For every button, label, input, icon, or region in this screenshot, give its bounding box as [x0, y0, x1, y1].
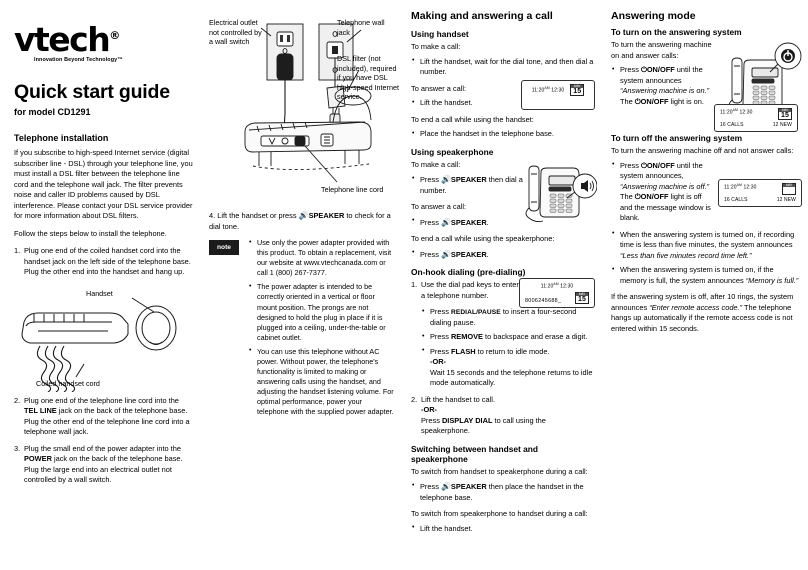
calendar-day-blank	[783, 187, 795, 194]
column-wiring	[205, 0, 405, 570]
text-turn-on-intro: To turn the answering machine on and answer calls:	[611, 40, 712, 60]
key-power: POWER	[24, 454, 52, 464]
list-item: • Lift the handset.	[411, 524, 595, 535]
figure-wall-outlet-base	[209, 10, 399, 210]
text-a: Press	[430, 346, 451, 356]
text-b: then place the handset in the telephone base.	[420, 482, 584, 502]
step-text: Use the dial pad keys to enter a telephone number.	[421, 280, 519, 300]
key-display-dial: DISPLAY DIAL	[441, 415, 493, 425]
text-c: Wait 15 seconds and the telephone returns to idle mode automatically.	[430, 367, 593, 388]
lcd-time-group	[541, 282, 573, 290]
speaker-icon: 🔊	[440, 217, 451, 227]
key-on-off: ON/OFF	[646, 65, 675, 75]
step-number: 1.	[411, 280, 418, 290]
list-item	[411, 249, 595, 261]
power-icon: ⏻	[634, 96, 641, 106]
logo-text: vtech	[14, 20, 110, 59]
list-item: • Lift the handset, wait for the dial tone, and then dial a number.	[411, 57, 595, 78]
lcd-calls-count: 16 CALLS	[724, 196, 748, 203]
section-heading-installation: Telephone installation	[14, 133, 109, 143]
text-a: When the answering system is turned on, if the memory is full, the system announces	[620, 265, 774, 285]
step-text-a: Plug one end of the telephone line cord into the	[24, 395, 179, 405]
text-switch-to-handset: To switch from speakerphone to handset during a call:	[411, 509, 588, 519]
calendar-icon	[778, 108, 792, 120]
key-on-off: ON/OFF	[640, 192, 669, 202]
key-on-off: ON/OFF	[640, 96, 669, 106]
installation-follow: Follow the steps below to install the telephone.	[14, 228, 167, 238]
text-c: The	[620, 96, 635, 106]
onhook-steps	[411, 280, 521, 301]
lcd-time-group	[532, 86, 564, 94]
subheading-on-hook-dialing: On-hook dialing (pre-dialing)	[411, 267, 526, 278]
list-item	[611, 265, 800, 286]
list-answering-notes	[611, 230, 800, 287]
lcd-time-right: 12:30	[743, 184, 757, 191]
step-text-b: jack on the back of the telephone base. Plug the other end of the telephone line cord into a telephone wall jack.	[24, 406, 190, 437]
speaker-icon: 🔊	[440, 175, 451, 185]
text-b: to insert a four-second dialing pause.	[430, 307, 577, 327]
lcd-time-group	[724, 183, 756, 191]
text-b: to call using the speakerphone.	[421, 415, 546, 436]
section-heading-answering-mode: Answering mode	[611, 10, 696, 22]
lcd-line-number	[525, 292, 589, 304]
note-item: • The power adapter is intended to be correctly oriented in a vertical or floor mount position. The prongs are not designed to hold the plug in place if it is plugged into a ceiling, under-the-table or cabinet outlet.	[248, 282, 395, 342]
text-switch-to-speaker: To switch from handset to speakerphone during a call:	[411, 466, 588, 476]
list-item	[611, 161, 715, 224]
calendar-day: 15	[781, 112, 789, 120]
text-b: The telephone hangs up automatically if the remote access code is not entered within 15 seconds.	[611, 302, 793, 333]
text-b: .	[486, 249, 489, 259]
list-switch-to-handset	[411, 524, 595, 535]
vtech-logo	[14, 20, 193, 63]
lcd-line-time	[720, 108, 792, 120]
list-item	[411, 217, 531, 229]
announcement-quote: “Answering machine is off.”	[620, 181, 710, 191]
lcd-time-left: 11:20	[724, 184, 737, 191]
key-flash: FLASH	[450, 346, 476, 356]
text-or: -OR-	[421, 405, 438, 415]
lcd-display-calls-off	[718, 179, 802, 207]
note-item: • You can use this telephone without AC power. Without power, the telephone's functionality is limited to making or answering calls using the handset, and adjusting the handset listening volume. For optimal performance, power your telephone with the supplied power adapter.	[248, 347, 395, 418]
step-4	[209, 210, 395, 232]
calendar-icon	[570, 84, 584, 96]
text-b: until the system announces	[620, 65, 703, 85]
power-icon: ⏻	[640, 160, 647, 170]
lcd-display-calls-on	[714, 104, 798, 132]
step-text-b: to check for a dial tone.	[209, 211, 391, 231]
handset-illustration	[14, 284, 194, 392]
subheading-switching: Switching between handset and speakerphone	[411, 443, 539, 464]
lcd-time-right: 12:30	[551, 87, 565, 94]
model-subtitle: for model CD1291	[14, 107, 91, 117]
text-a: When the answering system is turned on, if recording time is less than five minutes, the system announces	[620, 229, 795, 250]
lcd-calls-count: 16 CALLS	[720, 122, 744, 129]
column-installation	[0, 0, 205, 570]
subheading-using-handset: Using handset	[411, 29, 469, 39]
page-title: Quick start guide	[14, 81, 170, 103]
figure-handset-cord	[14, 284, 193, 392]
text-end-call: To end a call while using the handset:	[411, 114, 534, 124]
logo-tagline: Innovation Beyond Technology™	[34, 57, 123, 63]
note-list	[248, 238, 395, 417]
calendar-day: 15	[573, 87, 582, 95]
text-a: Press	[420, 249, 441, 259]
label-electrical-outlet: Electrical outlet not controlled by a wall switch	[209, 18, 262, 46]
step-text: Plug one end of the coiled handset cord into the handset jack on the left side of the telephone base. Plug the other end into the handset and hang up.	[24, 246, 191, 277]
lcd-line-time	[527, 84, 589, 96]
label-telephone-line-cord: Telephone line cord	[321, 185, 384, 194]
lcd-dialed-number: 8006245688_	[525, 298, 562, 305]
step-number: 2.	[411, 394, 418, 404]
list-sp-end	[411, 249, 595, 261]
list-sp-answer	[411, 217, 531, 229]
key-tel-line: TEL LINE	[24, 406, 57, 416]
onhook-steps-cont	[411, 395, 595, 437]
text-sp-end: To end a call while using the speakerphone:	[411, 234, 555, 244]
lcd-display-idle	[521, 80, 595, 110]
install-step-2	[14, 396, 193, 438]
lcd-time-left: 11:20	[720, 109, 733, 116]
lcd-display-predial	[519, 278, 595, 308]
step-number: 1.	[14, 246, 21, 256]
text-c: The	[620, 192, 635, 202]
lcd-time-left: 11:20	[540, 283, 554, 290]
announcement-quote: “Memory is full.”	[745, 275, 799, 285]
lcd-am: AM	[732, 108, 738, 112]
lcd-line-counts	[720, 122, 792, 128]
calendar-month: MAY	[571, 85, 583, 88]
text-a: Press	[420, 175, 441, 185]
announcement-quote: “Answering machine is on.”	[620, 86, 710, 96]
key-speaker: SPEAKER	[308, 211, 345, 220]
step-number: 2.	[14, 395, 21, 405]
text-sp-answer: To answer a call:	[411, 202, 467, 212]
list-item	[611, 230, 800, 262]
speaker-icon: 🔊	[298, 211, 309, 220]
step-text: Lift the handset to call.	[421, 394, 495, 404]
step-number: 3.	[14, 443, 21, 453]
lcd-time-right: 12:30	[739, 109, 753, 116]
text-sp-make: To make a call:	[411, 159, 461, 169]
list-switch-to-speaker	[411, 481, 595, 503]
text-b: .	[486, 217, 489, 227]
text-b: to return to idle mode.	[475, 346, 550, 356]
list-item: • Place the handset in the telephone base.	[411, 129, 595, 140]
step-text-b: jack on the back of the telephone base. Plug the large end into an electrical outlet not controlled by a wall switch.	[24, 454, 183, 485]
step-text-a: Lift the handset or press	[217, 211, 299, 220]
step-number: 4.	[209, 211, 216, 220]
lcd-line-time	[525, 282, 589, 290]
label-telephone-wall-jack: Telephone wall jack	[337, 18, 385, 37]
logo-trademark: ®	[109, 29, 119, 42]
list-end-call	[411, 129, 595, 140]
text-a: If the answering system is off, after 10 rings, the system announces	[611, 292, 794, 312]
key-speaker: SPEAKER	[450, 217, 487, 227]
key-speaker: SPEAKER	[450, 482, 487, 492]
key-remove: REMOVE	[450, 332, 483, 342]
lcd-new-count: 12 NEW	[776, 196, 796, 203]
text-d: light is off and the message window is blank.	[620, 192, 711, 223]
lcd-am: AM	[553, 282, 559, 287]
lcd-new-count: 12 NEW	[772, 122, 792, 129]
text-a: Press	[430, 307, 451, 317]
list-item	[411, 481, 595, 503]
lcd-time-group	[720, 108, 752, 116]
lcd-am: AM	[736, 182, 742, 187]
note-body	[248, 238, 395, 423]
announcement-quote: “Less than five minutes record time left.”	[620, 250, 752, 260]
install-step-3	[14, 444, 193, 486]
onhook-step-2	[411, 395, 595, 437]
calendar-month: MAY	[576, 293, 588, 296]
power-icon: ⏻	[634, 192, 641, 202]
note-item: • Use only the power adapter provided with this product. To obtain a replacement, visit our website at www.vtechcanada.com or call 1 (800) 267-7377.	[248, 238, 395, 278]
note-box	[209, 238, 395, 423]
calendar-month: MAY	[779, 109, 791, 112]
subheading-turn-on: To turn on the answering system	[611, 27, 742, 37]
speaker-icon: 🔊	[440, 249, 451, 259]
installation-steps-cont	[14, 396, 193, 486]
text-a: Press	[420, 482, 441, 492]
subheading-using-speakerphone: Using speakerphone	[411, 146, 494, 157]
list-turn-on	[611, 65, 715, 107]
list-item	[611, 65, 715, 107]
list-item	[421, 347, 595, 389]
power-bubble-icon	[781, 49, 795, 63]
text-b: then dial a number.	[420, 175, 523, 195]
key-speaker: SPEAKER	[450, 175, 487, 185]
text-turn-off-intro: To turn the answering machine off and not answer calls:	[611, 146, 794, 156]
list-item: • Lift the handset.	[411, 98, 595, 109]
section-heading-making-call: Making and answering a call	[411, 10, 553, 22]
column-making-calls	[405, 0, 605, 570]
text-remote-access	[611, 292, 800, 334]
list-make-call	[411, 57, 595, 78]
text-b: until the system announces,	[620, 160, 703, 181]
list-turn-off	[611, 161, 715, 224]
list-item	[421, 307, 595, 328]
key-speaker: SPEAKER	[450, 249, 487, 259]
text-a: Press	[421, 415, 442, 425]
announcement-quote: “Enter remote access code.”	[649, 302, 743, 312]
text-answer-call: To answer a call:	[411, 83, 467, 93]
label-coiled-handset-cord: Coiled handset cord	[36, 378, 100, 388]
text-a: Press	[620, 65, 641, 75]
note-badge: note	[209, 240, 239, 255]
lcd-time-right: 12:30	[560, 283, 574, 290]
calendar-icon-blank	[782, 183, 796, 195]
text-a: Press	[430, 332, 451, 342]
lcd-time-left: 11:20	[531, 87, 545, 94]
onhook-step-1	[411, 280, 521, 301]
calendar-icon	[575, 292, 589, 304]
list-item	[411, 174, 531, 196]
list-item	[421, 332, 595, 343]
step-text-a: Plug the small end of the power adapter into the	[24, 443, 181, 453]
speaker-icon: 🔊	[440, 482, 451, 492]
text-or: -OR-	[430, 357, 447, 367]
installation-steps	[14, 246, 193, 278]
subheading-turn-off: To turn off the answering system	[611, 133, 743, 144]
logo-wordmark	[14, 20, 119, 59]
install-step-1	[14, 246, 193, 278]
label-dsl-filter: DSL filter (not included), required if you have DSL high-speed Internet service.	[337, 54, 399, 101]
text-make-call: To make a call:	[411, 42, 461, 51]
onhook-bullets	[421, 307, 595, 389]
calendar-month: MAY	[783, 184, 795, 187]
label-handset: Handset	[86, 288, 113, 298]
installation-intro: If you subscribe to high-speed Internet service (digital subscriber line - DSL) through your telephone line, you must install a DSL filter between the telephone line cord and the telephone wall jack. The filter prevents noise and caller ID problems caused by DSL interference. Please contact your DSL service provider for more information about DSL filters.	[14, 148, 193, 221]
power-icon: ⏻	[640, 65, 647, 75]
lcd-am: AM	[544, 85, 550, 90]
text-a: Press	[420, 217, 441, 227]
list-sp-make	[411, 174, 531, 196]
text-b: to backspace and erase a digit.	[482, 332, 588, 342]
key-redial-pause: REDIAL/PAUSE	[450, 309, 501, 317]
lcd-line-counts	[724, 197, 796, 203]
text-a: Press	[620, 160, 641, 170]
text-d: light is on.	[668, 96, 704, 106]
lcd-line-time	[724, 183, 796, 195]
figure-phone-speakerphone	[519, 156, 597, 228]
column-answering-mode	[605, 0, 808, 570]
key-on-off: ON/OFF	[646, 160, 675, 170]
calendar-day: 15	[578, 296, 586, 304]
